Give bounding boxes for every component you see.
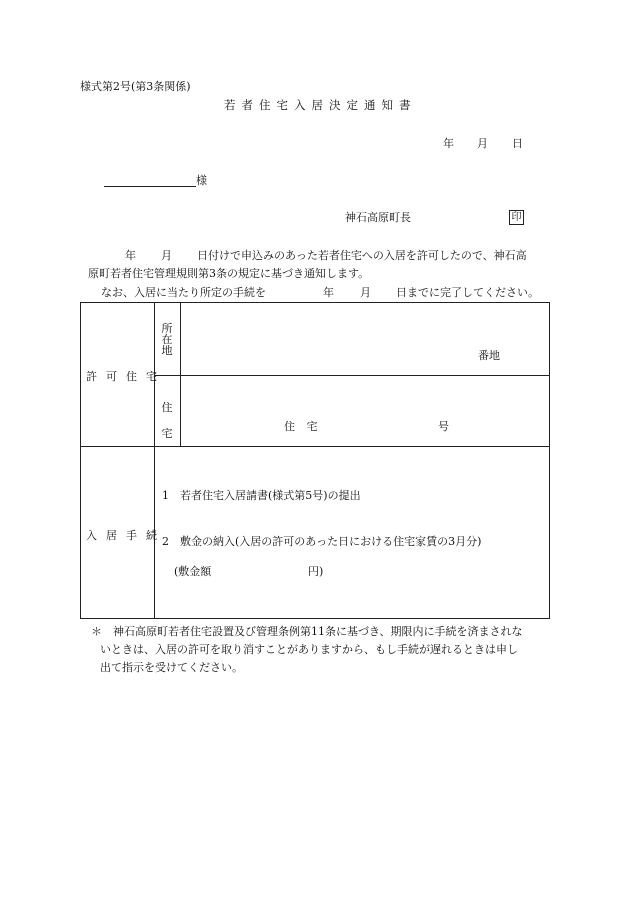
document-title: 若者住宅入居決定通知書 — [224, 98, 417, 112]
body-line1: 日付けで申込みのあった若者住宅への入居を許可したので、神石高 — [197, 249, 527, 262]
note-line-3: 出て指示を受けてください。 — [100, 661, 243, 674]
table-divider-location — [154, 375, 549, 376]
addressee-suffix: 様 — [196, 174, 207, 187]
deposit-unit: 円) — [308, 565, 324, 578]
lot-suffix: 番地 — [478, 349, 500, 362]
note-line-2: いときは、入居の許可を取り消すことがありますから、もし手続が遅れるときは申し — [100, 643, 518, 656]
date-day: 日 — [512, 137, 523, 150]
body-year: 年 — [125, 249, 136, 262]
procedure-label: 入居手続 — [86, 529, 166, 542]
body-month: 月 — [161, 249, 172, 262]
location-label: 所在地 — [161, 322, 173, 357]
permit-table — [80, 302, 550, 619]
note-line-1: ＊ 神石高原町若者住宅設置及び管理条例第11条に基づき、期限内に手続を済まされな — [91, 625, 523, 638]
deposit-label: (敷金額 — [174, 565, 212, 578]
date-month: 月 — [477, 137, 488, 150]
addressee-blank — [104, 186, 196, 187]
form-number: 様式第2号(第3条関係) — [80, 80, 191, 93]
body-line3-prefix: なお、入居に当たり所定の手続を — [101, 286, 266, 299]
procedure-item-2: 2 敷金の納入(入居の許可のあった日における住宅家賃の3月分) — [162, 535, 482, 548]
seal-mark: 印 — [509, 210, 524, 225]
date-year: 年 — [443, 137, 454, 150]
body-line3-month: 月 — [360, 286, 371, 299]
body-line2: 原町若者住宅管理規則第3条の規定に基づき通知します。 — [88, 267, 370, 280]
issuer-name: 神石高原町長 — [345, 211, 411, 224]
body-line3-suffix: 日までに完了してください。 — [396, 286, 539, 299]
housing-unit-word: 住 宅 — [284, 420, 322, 433]
table-divider-procedure — [81, 446, 549, 447]
permit-housing-label: 許可住宅 — [86, 370, 166, 383]
table-divider-vertical — [154, 303, 155, 618]
body-line3-year: 年 — [323, 286, 334, 299]
procedure-item-1: 1 若者住宅入居請書(様式第5号)の提出 — [162, 489, 361, 502]
number-suffix: 号 — [438, 420, 449, 433]
housing-label: 住宅 — [161, 401, 173, 440]
